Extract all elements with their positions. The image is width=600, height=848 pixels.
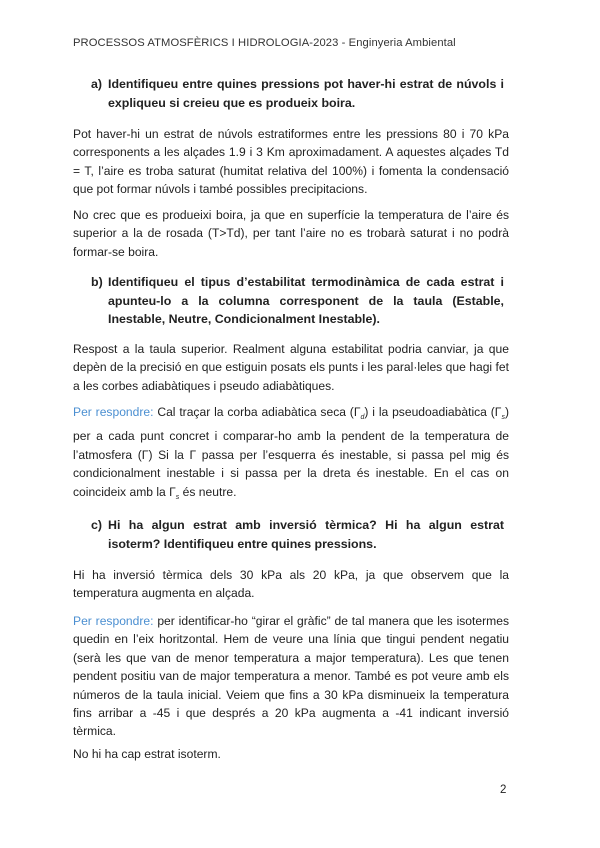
page-number: 2: [500, 784, 507, 796]
question-c: [91, 516, 504, 553]
gamma-symbol: Γ: [353, 405, 361, 419]
answer-b-paragraph-1: Respost a la taula superior. Realment alguna estabilitat podria canviar, ja que depèn de la precisió en que estiguin posats els punts i les paral·leles que hagi fet a les corbes adiabàtiques i pseudo adiabàtiques.: [73, 342, 509, 393]
gamma-symbol: Γ: [141, 447, 149, 462]
gamma-symbol: Γ: [169, 484, 176, 499]
question-c-text: Hi ha algun estrat amb inversió tèrmica? Hi ha algun estrat isoterm? Identifiqueu entre quines pressions.: [108, 518, 504, 551]
answer-a-paragraph-1: Pot haver-hi un estrat de núvols estratiformes entre les pressions 80 i 70 kPa corresponents a les alçades 1.9 i 3 Km aproximadament. A aquestes alçades Td = T, l’aire es troba saturat (humitat relativa del 100%) i fomenta la condensació que pot formar núvols i també possibles precipitacions.: [73, 127, 509, 197]
gamma-symbol: Γ: [189, 447, 197, 462]
page-header: PROCESSOS ATMOSFÈRICS I HIDROLOGIA-2023 - Enginyeria Ambiental: [73, 37, 456, 49]
question-a: [91, 75, 504, 112]
question-b-label: b): [91, 275, 103, 289]
answer-c-paragraph-2: Per respondre: per identificar-ho “girar el gràfic” de tal manera que les isotermes quedin en l’eix horitzontal. Hem de veure una línia que tingui pendent negatiu (serà les que van de menor temperatura a major temperatura). Les que tenen pendent positiu van de major temperatura a menor. També es pot veure amb els números de la taula inicial. Veiem que fins a 30 kPa disminueix la temperatura fins arribar a -45 i que després a 20 kPa augmenta a -41 indicant inversió tèrmica.: [73, 614, 509, 739]
gamma-symbol: Γ: [494, 405, 502, 419]
per-respondre-label: Per respondre:: [73, 405, 154, 419]
question-a-text: Identifiqueu entre quines pressions pot haver-hi estrat de núvols i expliqueu si creieu que es produeix boira.: [108, 77, 504, 110]
answer-a-paragraph-2: No crec que es produeixi boira, ja que en superfície la temperatura de l’aire és superior a la de rosada (T>Td), per tant l’aire no es trobarà saturat i no podrà formar-se boira.: [73, 208, 509, 259]
answer-c-paragraph-1: Hi ha inversió tèrmica dels 30 kPa als 20 kPa, ja que observem que la temperatura augmenta en alçada.: [73, 568, 509, 601]
question-a-label: a): [91, 77, 103, 91]
answer-b-paragraph-2: Per respondre: Cal traçar la corba adiabàtica seca $(\Gamma_d)$ i la pseudoadiabàtica $(\Gamma_s)$ per a cada punt concret i comparar-ho amb la pendent de la temperatura de l’atmosfera (Γ) Si la Γ passa per l’esquerra és inestable, si passa pel mig és condicionalment inestable i si passa per la dreta és inestable. En el cas on coincideix amb la $\Gamma_s$ és neutre.: [73, 405, 509, 501]
answer-c-paragraph-3: No hi ha cap estrat isoterm.: [73, 747, 221, 761]
per-respondre-label: Per respondre:: [73, 614, 154, 628]
question-c-label: c): [91, 518, 103, 532]
question-b: [91, 273, 504, 329]
question-b-text: Identifiqueu el tipus d’estabilitat termodinàmica de cada estrat i apunteu-lo a la columna corresponent de la taula (Estable, Inestable, Neutre, Condicionalment Inestable).: [108, 275, 504, 326]
